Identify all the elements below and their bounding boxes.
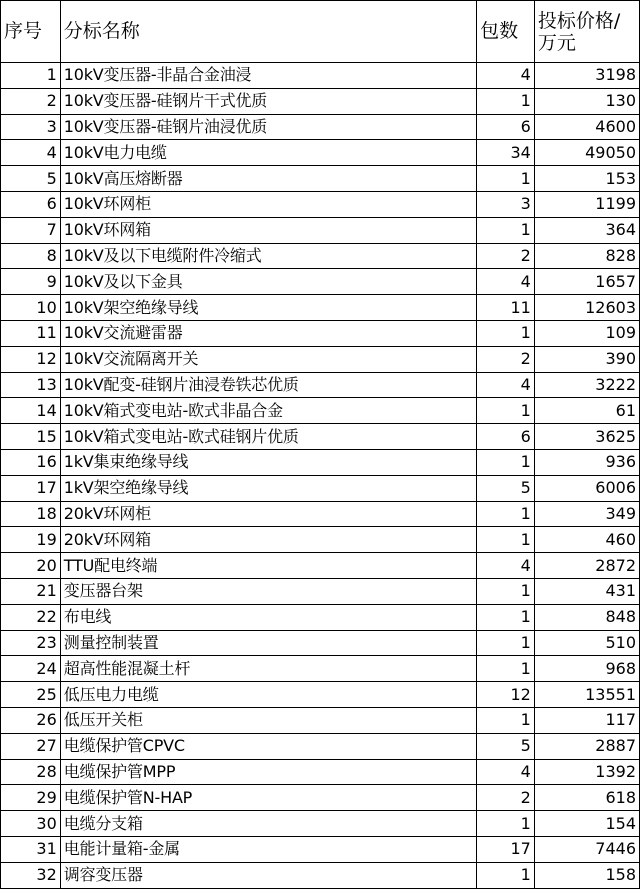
header-price: 投标价格/万元 <box>534 1 639 63</box>
table-row <box>1 140 640 166</box>
cell-price: 431 <box>534 578 639 604</box>
table-row <box>1 63 640 89</box>
cell-price: 2887 <box>534 733 639 759</box>
cell-index: 19 <box>1 527 61 553</box>
table-row <box>1 449 640 475</box>
cell-name: 20kV环网箱 <box>60 527 476 553</box>
cell-packages: 1 <box>477 707 535 733</box>
header-packages: 包数 <box>477 1 535 63</box>
table-row <box>1 88 640 114</box>
cell-packages: 1 <box>477 811 535 837</box>
cell-name: 10kV环网柜 <box>60 191 476 217</box>
table-row <box>1 501 640 527</box>
table-row <box>1 759 640 785</box>
cell-packages: 1 <box>477 630 535 656</box>
cell-name: TTU配电终端 <box>60 553 476 579</box>
table-row <box>1 836 640 862</box>
table-row <box>1 217 640 243</box>
cell-name: 电缆保护管MPP <box>60 759 476 785</box>
cell-index: 31 <box>1 836 61 862</box>
cell-packages: 5 <box>477 733 535 759</box>
cell-name: 20kV环网柜 <box>60 501 476 527</box>
cell-packages: 17 <box>477 836 535 862</box>
cell-price: 6006 <box>534 475 639 501</box>
cell-index: 15 <box>1 424 61 450</box>
cell-index: 23 <box>1 630 61 656</box>
cell-price: 1199 <box>534 191 639 217</box>
cell-price: 364 <box>534 217 639 243</box>
table-row <box>1 346 640 372</box>
table-row <box>1 527 640 553</box>
cell-price: 2872 <box>534 553 639 579</box>
table-row <box>1 295 640 321</box>
cell-index: 16 <box>1 449 61 475</box>
cell-packages: 6 <box>477 114 535 140</box>
cell-packages: 1 <box>477 527 535 553</box>
table-row <box>1 424 640 450</box>
cell-price: 936 <box>534 449 639 475</box>
cell-packages: 6 <box>477 424 535 450</box>
cell-index: 17 <box>1 475 61 501</box>
cell-price: 828 <box>534 243 639 269</box>
table-row <box>1 243 640 269</box>
cell-name: 测量控制装置 <box>60 630 476 656</box>
table-row <box>1 191 640 217</box>
cell-name: 10kV环网箱 <box>60 217 476 243</box>
table-row <box>1 656 640 682</box>
cell-packages: 4 <box>477 63 535 89</box>
cell-price: 618 <box>534 785 639 811</box>
table-row <box>1 578 640 604</box>
cell-name: 电缆保护管N-HAP <box>60 785 476 811</box>
cell-index: 5 <box>1 166 61 192</box>
cell-price: 1657 <box>534 269 639 295</box>
cell-packages: 1 <box>477 217 535 243</box>
cell-name: 1kV集束绝缘导线 <box>60 449 476 475</box>
cell-packages: 2 <box>477 243 535 269</box>
cell-packages: 2 <box>477 785 535 811</box>
cell-price: 7446 <box>534 836 639 862</box>
table-row <box>1 475 640 501</box>
table-row <box>1 398 640 424</box>
table-body <box>1 63 640 889</box>
cell-name: 10kV变压器-非晶合金油浸 <box>60 63 476 89</box>
table-row <box>1 862 640 888</box>
cell-index: 20 <box>1 553 61 579</box>
cell-name: 布电线 <box>60 604 476 630</box>
cell-price: 460 <box>534 527 639 553</box>
table-row <box>1 682 640 708</box>
header-index: 序号 <box>1 1 61 63</box>
cell-index: 26 <box>1 707 61 733</box>
table-row <box>1 707 640 733</box>
table-row <box>1 630 640 656</box>
cell-packages: 5 <box>477 475 535 501</box>
cell-index: 13 <box>1 372 61 398</box>
cell-packages: 4 <box>477 269 535 295</box>
cell-packages: 4 <box>477 372 535 398</box>
cell-name: 10kV交流避雷器 <box>60 320 476 346</box>
cell-packages: 3 <box>477 191 535 217</box>
cell-packages: 11 <box>477 295 535 321</box>
cell-name: 10kV配变-硅钢片油浸卷铁芯优质 <box>60 372 476 398</box>
cell-packages: 1 <box>477 656 535 682</box>
table-row <box>1 553 640 579</box>
cell-packages: 4 <box>477 553 535 579</box>
table-row <box>1 733 640 759</box>
table-row <box>1 811 640 837</box>
cell-price: 130 <box>534 88 639 114</box>
cell-name: 电缆分支箱 <box>60 811 476 837</box>
cell-price: 349 <box>534 501 639 527</box>
header-name: 分标名称 <box>60 1 476 63</box>
cell-index: 1 <box>1 63 61 89</box>
cell-index: 9 <box>1 269 61 295</box>
cell-name: 10kV高压熔断器 <box>60 166 476 192</box>
cell-packages: 1 <box>477 449 535 475</box>
cell-price: 1392 <box>534 759 639 785</box>
cell-name: 10kV变压器-硅钢片油浸优质 <box>60 114 476 140</box>
cell-index: 6 <box>1 191 61 217</box>
cell-name: 调容变压器 <box>60 862 476 888</box>
cell-packages: 4 <box>477 759 535 785</box>
cell-index: 3 <box>1 114 61 140</box>
cell-name: 10kV交流隔离开关 <box>60 346 476 372</box>
cell-packages: 1 <box>477 398 535 424</box>
cell-index: 22 <box>1 604 61 630</box>
cell-name: 变压器台架 <box>60 578 476 604</box>
cell-price: 49050 <box>534 140 639 166</box>
cell-price: 968 <box>534 656 639 682</box>
table-row <box>1 166 640 192</box>
cell-index: 28 <box>1 759 61 785</box>
cell-name: 超高性能混凝土杆 <box>60 656 476 682</box>
cell-price: 4600 <box>534 114 639 140</box>
cell-name: 10kV电力电缆 <box>60 140 476 166</box>
cell-name: 低压开关柜 <box>60 707 476 733</box>
cell-price: 3625 <box>534 424 639 450</box>
cell-index: 12 <box>1 346 61 372</box>
cell-price: 510 <box>534 630 639 656</box>
cell-packages: 34 <box>477 140 535 166</box>
cell-packages: 1 <box>477 604 535 630</box>
cell-index: 7 <box>1 217 61 243</box>
cell-index: 24 <box>1 656 61 682</box>
cell-price: 154 <box>534 811 639 837</box>
table-row <box>1 372 640 398</box>
cell-price: 12603 <box>534 295 639 321</box>
cell-price: 13551 <box>534 682 639 708</box>
table-row <box>1 114 640 140</box>
cell-packages: 1 <box>477 578 535 604</box>
cell-name: 10kV变压器-硅钢片干式优质 <box>60 88 476 114</box>
table-row <box>1 604 640 630</box>
cell-price: 158 <box>534 862 639 888</box>
cell-name: 10kV及以下金具 <box>60 269 476 295</box>
cell-price: 153 <box>534 166 639 192</box>
cell-packages: 1 <box>477 88 535 114</box>
cell-index: 27 <box>1 733 61 759</box>
table-row <box>1 320 640 346</box>
cell-name: 低压电力电缆 <box>60 682 476 708</box>
cell-index: 4 <box>1 140 61 166</box>
cell-price: 390 <box>534 346 639 372</box>
cell-index: 14 <box>1 398 61 424</box>
cell-price: 3222 <box>534 372 639 398</box>
cell-name: 1kV架空绝缘导线 <box>60 475 476 501</box>
cell-packages: 12 <box>477 682 535 708</box>
cell-index: 11 <box>1 320 61 346</box>
cell-index: 32 <box>1 862 61 888</box>
cell-price: 109 <box>534 320 639 346</box>
cell-name: 10kV箱式变电站-欧式非晶合金 <box>60 398 476 424</box>
cell-index: 25 <box>1 682 61 708</box>
cell-packages: 1 <box>477 166 535 192</box>
cell-price: 3198 <box>534 63 639 89</box>
table-row <box>1 269 640 295</box>
cell-name: 10kV及以下电缆附件冷缩式 <box>60 243 476 269</box>
cell-price: 61 <box>534 398 639 424</box>
cell-index: 29 <box>1 785 61 811</box>
table-row <box>1 785 640 811</box>
cell-index: 10 <box>1 295 61 321</box>
header-row <box>1 1 640 63</box>
cell-index: 8 <box>1 243 61 269</box>
cell-price: 848 <box>534 604 639 630</box>
cell-name: 电缆保护管CPVC <box>60 733 476 759</box>
cell-packages: 1 <box>477 320 535 346</box>
cell-name: 10kV箱式变电站-欧式硅钢片优质 <box>60 424 476 450</box>
cell-packages: 2 <box>477 346 535 372</box>
cell-name: 电能计量箱-金属 <box>60 836 476 862</box>
cell-index: 18 <box>1 501 61 527</box>
cell-index: 30 <box>1 811 61 837</box>
cell-packages: 1 <box>477 501 535 527</box>
cell-index: 2 <box>1 88 61 114</box>
cell-index: 21 <box>1 578 61 604</box>
cell-packages: 1 <box>477 862 535 888</box>
cell-name: 10kV架空绝缘导线 <box>60 295 476 321</box>
cell-price: 117 <box>534 707 639 733</box>
